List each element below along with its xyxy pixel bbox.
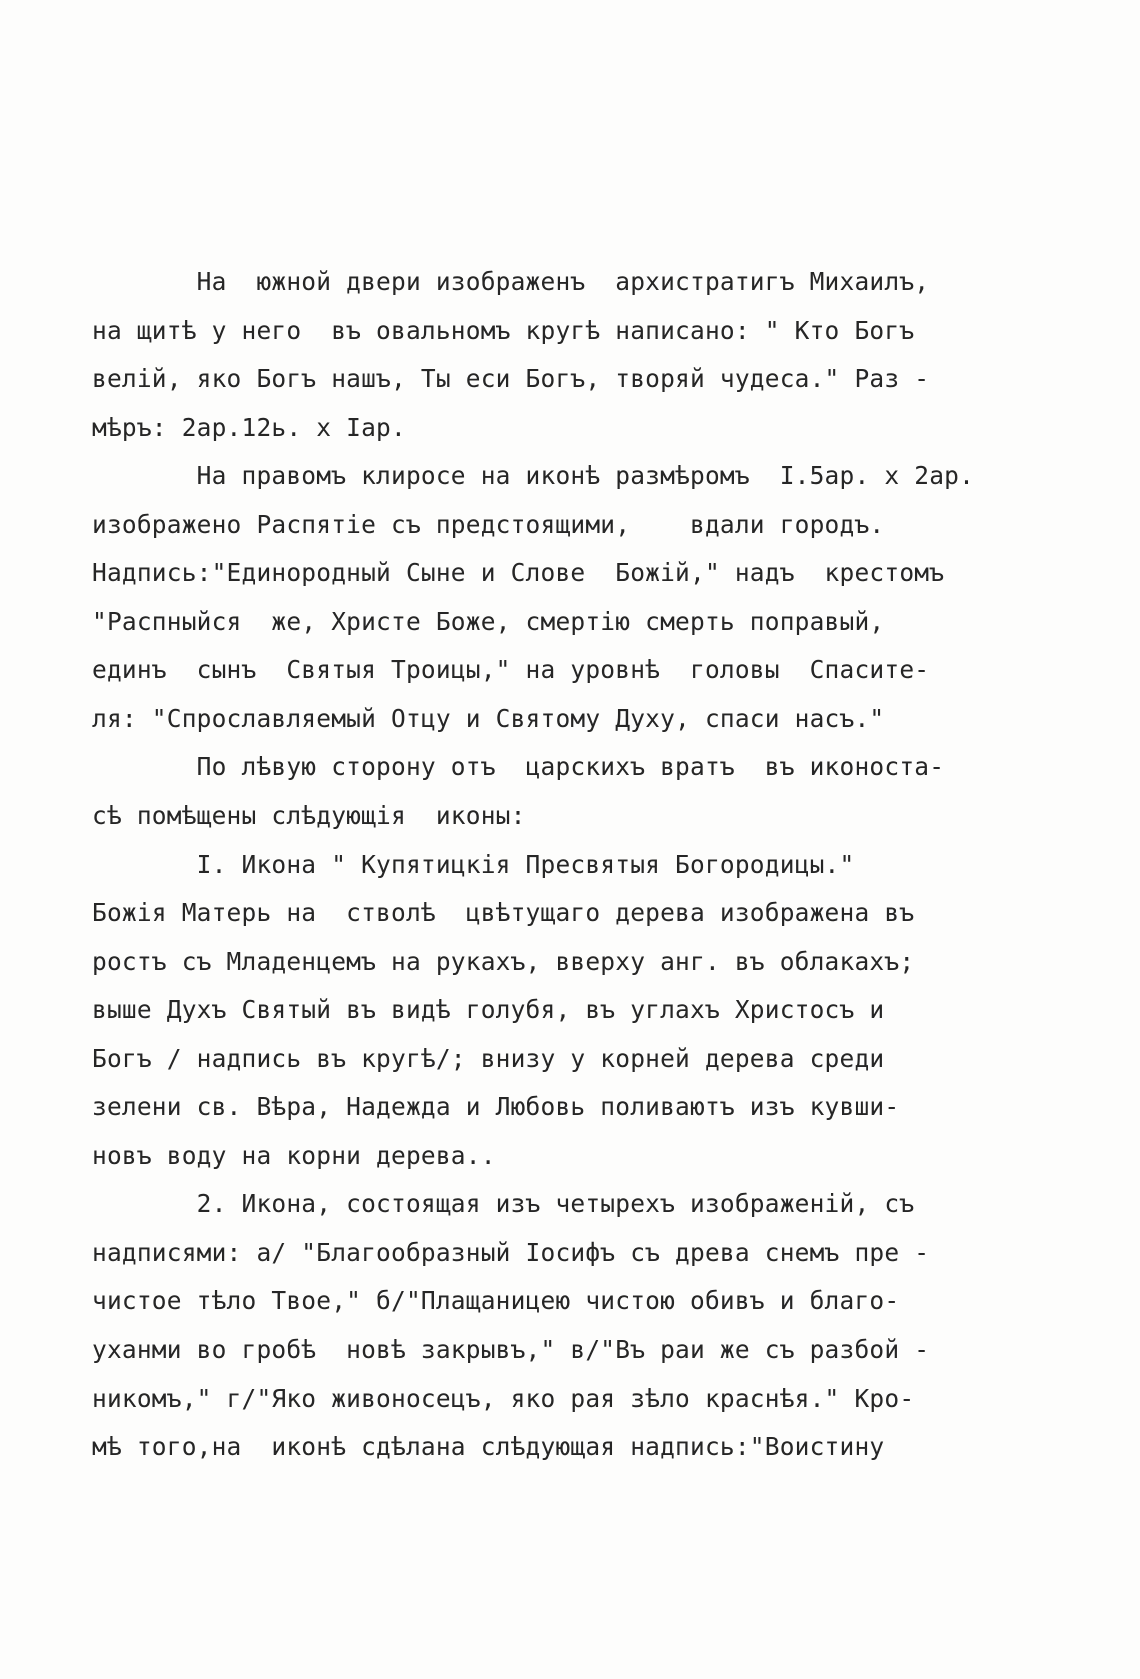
text-line: мѣ того,на иконѣ сдѣлана слѣдующая надпись:"Воистину [92, 1432, 885, 1462]
text-line: ля: "Спрославляемый Отцу и Святому Духу, спаси насъ." [92, 703, 885, 733]
text-line: никомъ," г/"Яко живоносецъ, яко рая зѣло краснѣя." Кро- [92, 1383, 915, 1413]
text-line: велій, яко Богъ нашъ, Ты еси Богъ, творяй чудеса." Раз - [92, 364, 930, 394]
text-line: На правомъ клиросе на иконѣ размѣромъ I.5ар. х 2ар. [92, 461, 975, 491]
text-line: ростъ съ Младенцемъ на рукахъ, вверху анг. въ облакахъ; [92, 946, 915, 976]
text-line: новъ воду на корни дерева.. [92, 1140, 496, 1170]
text-line: Надпись:"Единородный Сыне и Слове Божій," надъ крестомъ [92, 558, 945, 588]
text-line: сѣ помѣщены слѣдующія иконы: [92, 801, 526, 831]
text-line: По лѣвую сторону отъ царскихъ вратъ въ иконоста- [92, 752, 945, 782]
text-line: 2. Икона, состоящая изъ четырехъ изображеній, съ [92, 1189, 915, 1219]
text-line: I. Икона " Купятицкія Пресвятыя Богородицы." [92, 849, 855, 879]
text-line: "Распныйся же, Христе Боже, смертію смерть поправый, [92, 606, 885, 636]
text-line: чистое тѣло Твое," б/"Плащаницею чистою обивъ и благо- [92, 1286, 900, 1316]
text-line: Божія Матерь на стволѣ цвѣтущаго дерева изображена въ [92, 898, 915, 928]
text-line: единъ сынъ Святыя Троицы," на уровнѣ головы Спасите- [92, 655, 930, 685]
text-line: изображено Распятіе съ предстоящими, вдали городъ. [92, 509, 885, 539]
text-line: мѣръ: 2ар.12ь. х Iар. [92, 412, 406, 442]
text-line: уханми во гробѣ новѣ закрывъ," в/"Въ раи же съ разбой - [92, 1335, 930, 1365]
text-line: зелени св. Вѣра, Надежда и Любовь поливаютъ изъ кувши- [92, 1092, 900, 1122]
text-line: на щитѣ у него въ овальномъ кругѣ написано: " Кто Богъ [92, 315, 915, 345]
text-line: выше Духъ Святый въ видѣ голубя, въ углахъ Христосъ и [92, 995, 885, 1025]
text-line: надписями: а/ "Благообразный Іосифъ съ древа снемъ пре - [92, 1237, 930, 1267]
text-line: На южной двери изображенъ архистратигъ Михаилъ, [92, 267, 930, 296]
text-line: Богъ / надпись въ кругѣ/; внизу у корней дерева среди [92, 1043, 885, 1073]
typewritten-text-block [92, 258, 1052, 1472]
